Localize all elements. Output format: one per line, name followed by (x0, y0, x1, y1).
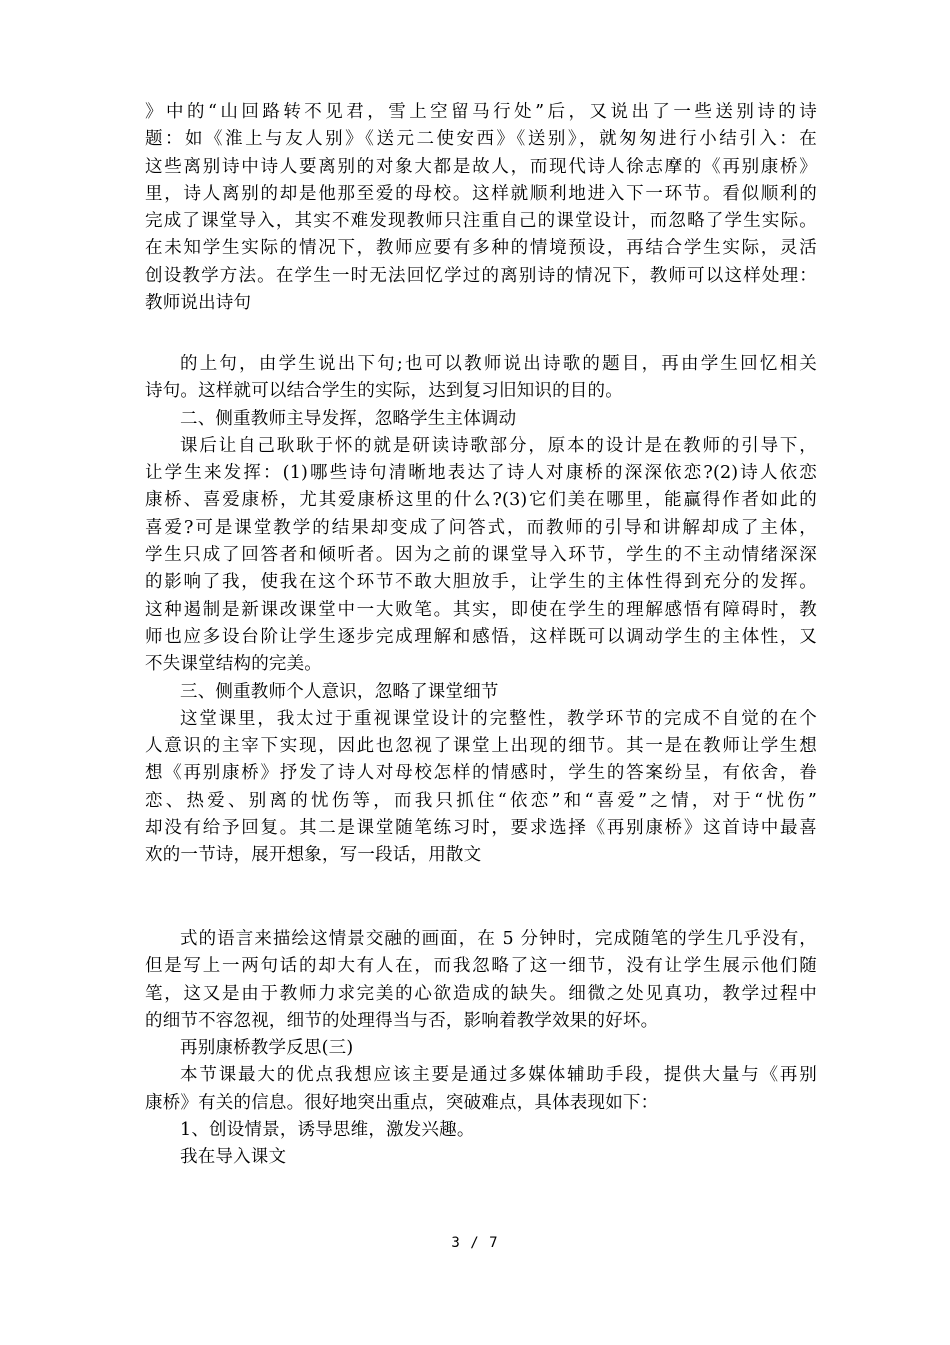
text-line: 完成了课堂导入，其实不难发现教师只注重自己的课堂设计，而忽略了学生实际。 (145, 211, 817, 232)
text-line: 笔，这又是由于教师力求完美的心欲造成的缺失。细微之处见真功，教学过程中 (145, 983, 817, 1004)
text-line: 里，诗人离别的却是他那至爱的母校。这样就顺利地进入下一环节。看似顺利的 (145, 183, 817, 204)
text-line: 康桥、喜爱康桥，尤其爱康桥这里的什么?(3)它们美在哪里，能赢得作者如此的 (145, 490, 817, 511)
text-line: 诗句。这样就可以结合学生的实际，达到复习旧知识的目的。 (145, 381, 623, 402)
text-line: 的上句，由学生说出下句;也可以教师说出诗歌的题目，再由学生回忆相关 (180, 354, 817, 374)
text-line: 想《再别康桥》抒发了诗人对母校怎样的情感时，学生的答案纷呈，有依舍，眷 (145, 763, 817, 784)
text-line: 的细节不容忽视，细节的处理得当与否，影响着教学效果的好坏。 (145, 1010, 659, 1031)
text-line: 欢的一节诗，展开想象，写一段话，用散文 (145, 845, 482, 866)
text-line: 却没有给予回复。其二是课堂随笔练习时，要求选择《再别康桥》这首诗中最喜 (145, 818, 817, 839)
text-line: 喜爱?可是课堂教学的结果却变成了问答式，而教师的引导和讲解却成了主体， (145, 517, 817, 538)
text-line: 人意识的主宰下实现，因此也忽视了课堂上出现的细节。其一是在教师让学生想 (145, 736, 817, 757)
text-block-2 (145, 351, 817, 870)
text-line: 式的语言来描绘这情景交融的画面，在 5 分钟时，完成随笔的学生几乎没有， (180, 929, 817, 949)
text-line: 创设教学方法。在学生一时无法回忆学过的离别诗的情况下，教师可以这样处理： (145, 265, 817, 286)
text-line: 师也应多设台阶让学生逐步完成理解和感悟，这样既可以调动学生的主体性，又 (145, 626, 817, 647)
text-line: 题：如《淮上与友人别》《送元二使安西》《送别》，就匆匆进行小结引入：在 (145, 129, 817, 150)
text-line: 让学生来发挥：(1)哪些诗句清晰地表达了诗人对康桥的深深依恋?(2)诗人依恋 (145, 463, 817, 484)
text-line: 学生只成了回答者和倾听者。因为之前的课堂导入环节，学生的不主动情绪深深 (145, 545, 817, 566)
text-line: 这些离别诗中诗人要离别的对象大都是故人，而现代诗人徐志摩的《再别康桥》 (145, 156, 817, 177)
text-line: 恋、热爱、别离的忧伤等，而我只抓住“依恋”和“喜爱”之情，对于“忧伤” (145, 790, 817, 811)
text-line: 康桥》有关的信息。很好地突出重点，突破难点，具体表现如下： (145, 1092, 659, 1113)
page-number: 3 / 7 (451, 1235, 499, 1251)
section-heading: 三、侧重教师个人意识，忽略了课堂细节 (180, 681, 499, 702)
section-heading: 二、侧重教师主导发挥，忽略学生主体调动 (180, 408, 517, 429)
text-line: 我在导入课文 (180, 1147, 287, 1168)
section-heading: 再别康桥教学反思(三) (180, 1038, 354, 1059)
text-line: 在未知学生实际的情况下，教师应要有多种的情境预设，再结合学生实际，灵活 (145, 238, 817, 259)
text-line: 这堂课里，我太过于重视课堂设计的完整性，教学环节的完成不自觉的在个 (180, 708, 817, 729)
text-block-3 (145, 926, 817, 1172)
text-line: 不失课堂结构的完美。 (145, 654, 322, 675)
text-line: 的影响了我，使我在这个环节不敢大胆放手，让学生的主体性得到充分的发挥。 (145, 572, 817, 593)
text-line: 》中的“山回路转不见君，雪上空留马行处”后，又说出了一些送别诗的诗 (145, 102, 817, 122)
text-line: 本节课最大的优点我想应该主要是通过多媒体辅助手段，提供大量与《再别 (180, 1065, 817, 1086)
text-line: 教师说出诗句 (145, 293, 252, 314)
text-line: 这种遏制是新课改课堂中一大败笔。其实，即使在学生的理解感悟有障碍时，教 (145, 599, 817, 620)
text-block-1 (145, 99, 817, 317)
list-item: 1、创设情景，诱导思维，激发兴趣。 (180, 1120, 475, 1141)
text-line: 课后让自己耿耿于怀的就是研读诗歌部分，原本的设计是在教师的引导下， (180, 435, 817, 456)
text-line: 但是写上一两句话的却大有人在，而我忽略了这一细节，没有让学生展示他们随 (145, 956, 817, 977)
